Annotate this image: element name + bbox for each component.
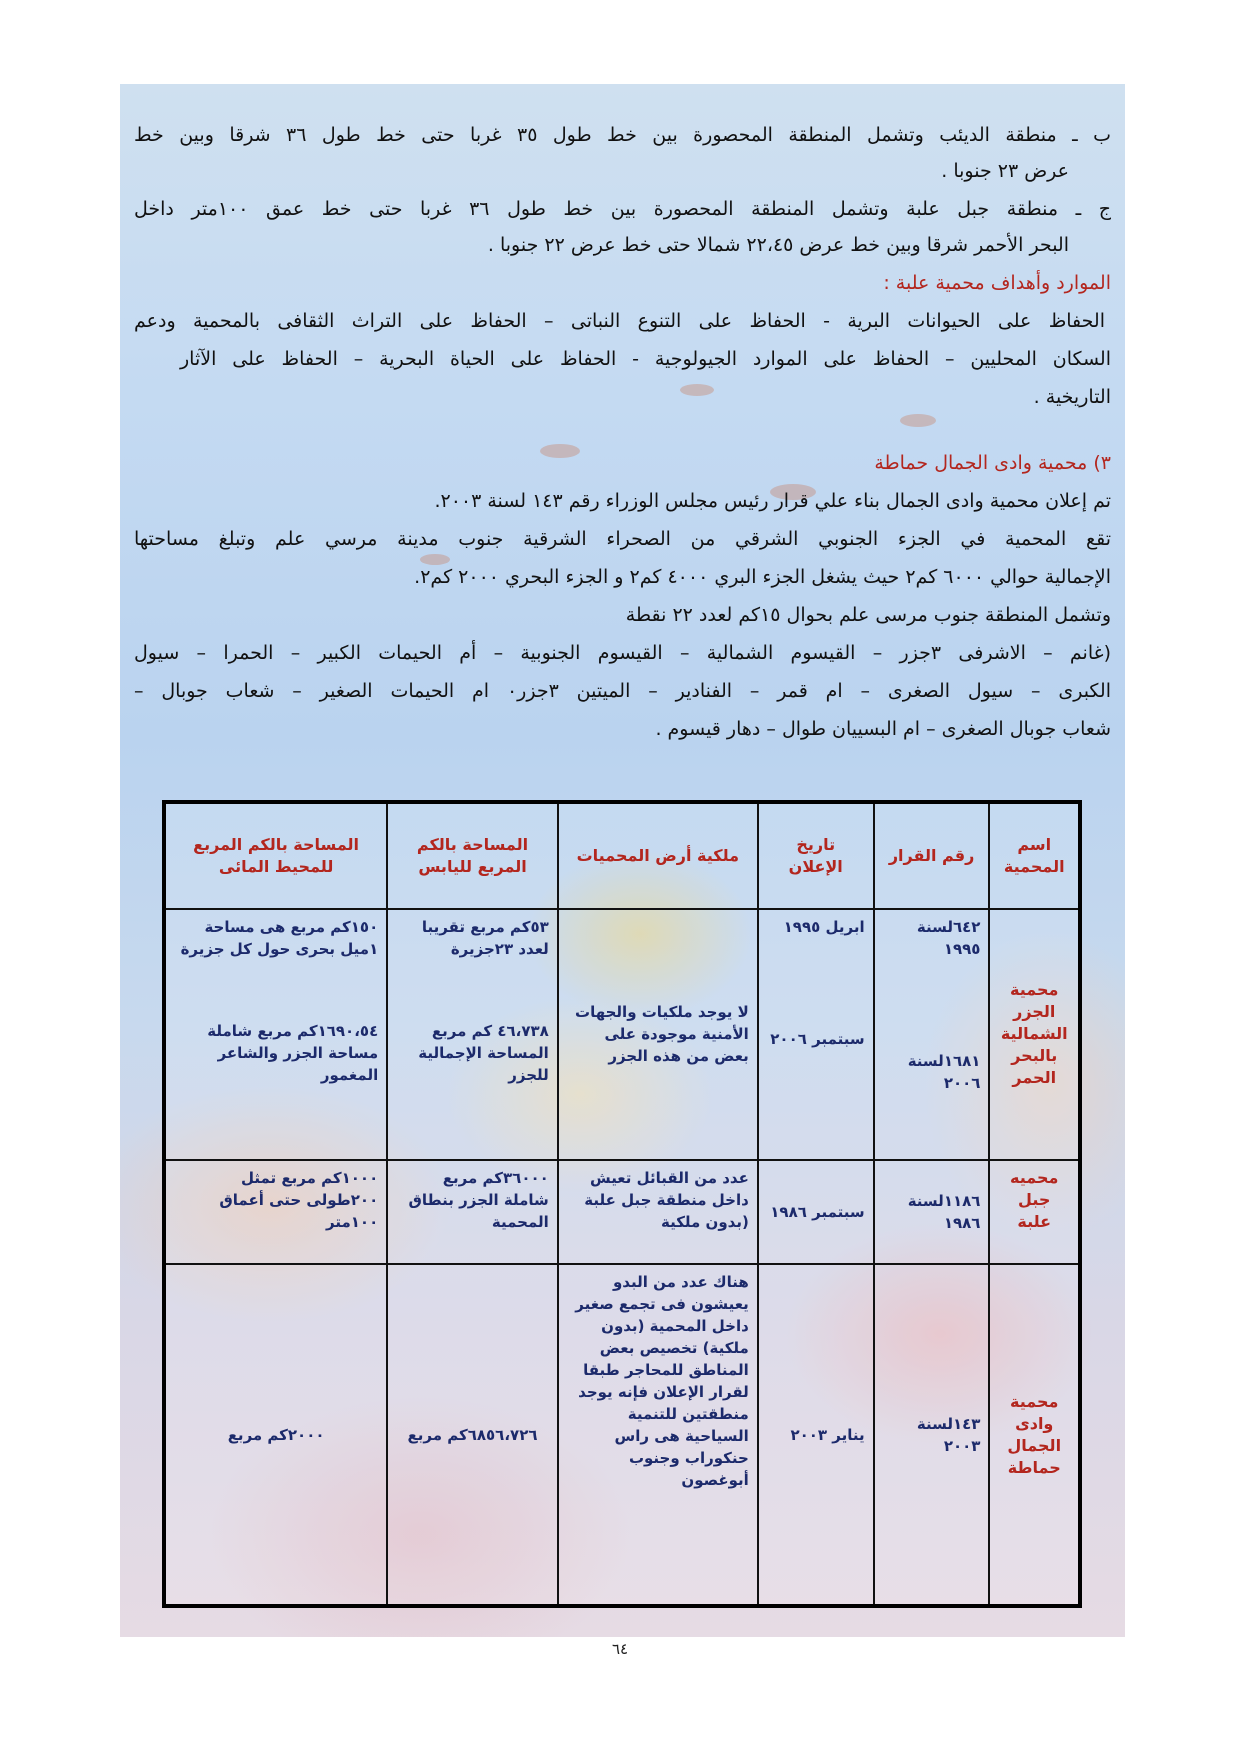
header-ownership: ملكية أرض المحميات	[558, 802, 758, 909]
ownership-cell: هناك عدد من البدو يعيشون فى تجمع صغير داخل المحمية (بدون ملكية) تخصيص بعض المناطق للمحاجر طبقا لقرار الإعلان فإنه يوجد منطقتين للتنمية السياحية هى راس حنكوراب وجنوب أبوغصون	[558, 1264, 758, 1606]
header-date: تاريخ الإعلان	[758, 802, 874, 909]
ownership-cell: لا يوجد ملكيات والجهات الأمنية موجودة على بعض من هذه الجزر	[558, 909, 758, 1160]
section3-line1: تم إعلان محمية وادى الجمال بناء علي قرار رئيس مجلس الوزراء رقم ١٤٣ لسنة ٢٠٠٣.	[434, 490, 1111, 512]
table-row	[164, 909, 1080, 1160]
header-land-area: المساحة بالكم المربع لليابس	[387, 802, 558, 909]
date-value: سبتمبر ٢٠٠٦	[770, 1029, 865, 1048]
resources-line2: السكان المحليين – الحفاظ على الموارد الجيولوجية - الحفاظ على الحياة البحرية – الحفاظ على الآثار	[180, 348, 1111, 370]
section3-line7: شعاب جوبال الصغرى – ام البسييان طوال – دهار قيسوم .	[655, 718, 1111, 740]
ownership-cell: عدد من القبائل تعيش داخل منطقة جبل علبة (بدون ملكية	[558, 1160, 758, 1265]
section3-line6: الكبرى – سيول الصغرى – ام قمر – الفنادير – الميتين ٣جزر٠ ام الحيمات الصغير – شعاب جوبال –	[134, 680, 1111, 702]
date-cell: سبتمبر ١٩٨٦	[758, 1160, 874, 1265]
decision-cell: ١٤٣لسنة ٢٠٠٣	[874, 1264, 990, 1606]
table-header-row	[164, 802, 1080, 909]
reserves-table	[162, 800, 1082, 1608]
land-area-cell: ٣٦٠٠٠كم مربع شاملة الجزر بنطاق المحمية	[387, 1160, 558, 1265]
paragraph-c-line1: ج ـ منطقة جبل علبة وتشمل المنطقة المحصورة بين خط طول ٣٦ غربا حتى خط عمق ١٠٠متر داخل	[134, 198, 1111, 220]
cell-spacer	[767, 938, 865, 1028]
paragraph-b-line1: ب ـ منطقة الديئب وتشمل المنطقة المحصورة بين خط طول ٣٥ غربا حتى خط طول ٣٦ شرقا وبين خط	[134, 124, 1111, 146]
land-area-value: ٥٣كم مربع تقريبا لعدد ٢٣جزيرة	[421, 917, 549, 958]
decision-value: ٦٤٢لسنة ١٩٩٥	[916, 917, 981, 958]
sea-area-value: ١٥٠كم مربع هى مساحة ١ميل بحرى حول كل جزيرة	[180, 917, 379, 958]
cell-spacer	[174, 960, 378, 1020]
date-cell	[758, 909, 874, 1160]
header-decision: رقم القرار	[874, 802, 990, 909]
resources-line1: الحفاظ على الحيوانات البرية - الحفاظ على التنوع النباتى – الحفاظ على التراث الثقافى بالمحمية ودعم	[134, 310, 1105, 332]
reserve-name: محميه جبل علبة	[989, 1160, 1080, 1265]
header-name: اسم المحمية	[989, 802, 1080, 909]
paragraph-c-line2: البحر الأحمر شرقا وبين خط عرض ٢٢،٤٥ شمالا حتى خط عرض ٢٢ جنوبا .	[487, 234, 1069, 256]
land-area-cell	[387, 909, 558, 1160]
section3-line4: وتشمل المنطقة جنوب مرسى علم بحوال ١٥كم لعدد ٢٢ نقطة	[625, 604, 1111, 626]
sea-area-cell	[164, 909, 387, 1160]
land-area-cell: ٦٨٥٦،٧٢٦كم مربع	[387, 1264, 558, 1606]
decision-cell: ١١٨٦لسنة ١٩٨٦	[874, 1160, 990, 1265]
table-row	[164, 1264, 1080, 1606]
date-cell: يناير ٢٠٠٣	[758, 1264, 874, 1606]
land-area-value: ٤٦،٧٣٨ كم مربع المساحة الإجمالية للجزر	[418, 1021, 549, 1084]
sea-area-cell: ١٠٠٠كم مربع تمثل ٢٠٠طولى حتى أعماق ١٠٠متر	[164, 1160, 387, 1265]
reserve-name: محمية وادى الجمال حماطة	[989, 1264, 1080, 1606]
paragraph-b-line2: عرض ٢٣ جنوبا .	[941, 160, 1069, 182]
reserve-name: محمية الجزر الشمالية بالبحر الحمر	[989, 909, 1080, 1160]
header-sea-area: المساحة بالكم المربع للمحيط المائى	[164, 802, 387, 909]
decision-value: ١٦٨١لسنة ٢٠٠٦	[907, 1051, 981, 1092]
resources-line3: التاريخية .	[1033, 386, 1111, 408]
section3-line3: الإجمالية حوالي ٦٠٠٠ كم٢ حيث يشغل الجزء البري ٤٠٠٠ كم٢ و الجزء البحري ٢٠٠٠ كم٢.	[414, 566, 1111, 588]
page-background-panel	[120, 84, 1125, 1637]
sea-area-value: ١٦٩٠،٥٤كم مربع شاملة مساحة الجزر والشاعر المغمور	[207, 1021, 379, 1084]
cell-spacer	[396, 960, 549, 1020]
cell-spacer	[883, 960, 981, 1050]
section3-line2: تقع المحمية في الجزء الجنوبي الشرقي من الصحراء الشرقية جنوب مدينة مرسي علم وتبلغ مساحتها	[134, 528, 1111, 550]
decision-cell	[874, 909, 990, 1160]
sea-area-cell: ٢٠٠٠كم مربع	[164, 1264, 387, 1606]
resources-heading: الموارد وأهداف محمية علبة :	[883, 272, 1111, 294]
table-row	[164, 1160, 1080, 1265]
section3-line5: (غانم – الاشرفى ٣جزر – القيسوم الشمالية – القيسوم الجنوبية – أم الحيمات الكبير – الحمرا – سيول	[134, 642, 1111, 664]
section3-heading: ٣) محمية وادى الجمال حماطة	[874, 452, 1111, 474]
page-number: ٦٤	[611, 1640, 629, 1658]
date-value: ابريل ١٩٩٥	[783, 917, 865, 936]
